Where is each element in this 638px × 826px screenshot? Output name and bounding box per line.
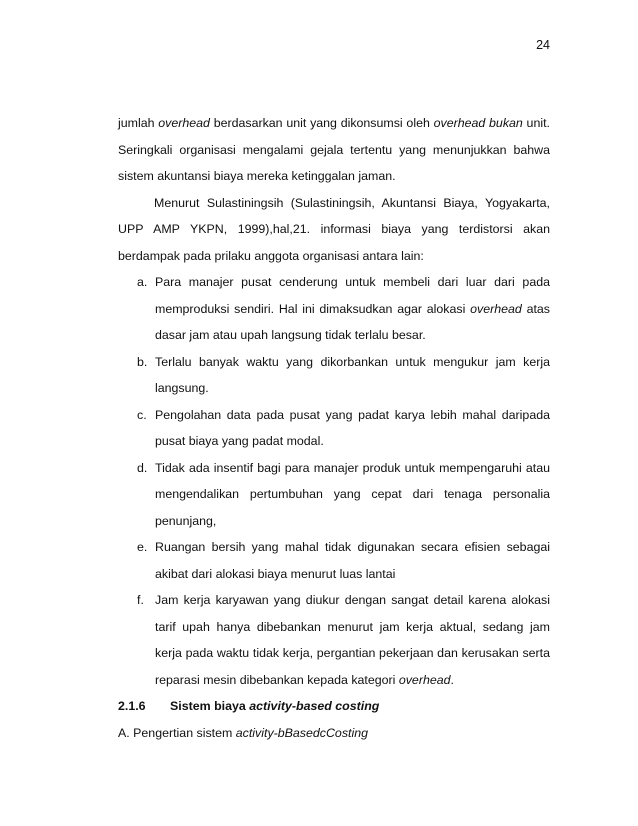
subheading-italic: activity-bBasedcCosting xyxy=(235,725,368,740)
text-run: unit. Seringkali organisasi mengalami gejala tertentu yang menunjukkan bahwa sistem akuntansi biaya mereka ketinggalan jaman. xyxy=(118,116,550,183)
paragraph-continuation xyxy=(118,110,550,190)
page-number: 24 xyxy=(536,38,550,52)
italic-term: overhead xyxy=(470,301,522,316)
list-item-c xyxy=(118,402,550,455)
list-marker: a. xyxy=(137,275,148,289)
text-run: Ruangan bersih yang mahal tidak digunakan secara efisien sebagai akibat dari alokasi biaya menurut luas lantai xyxy=(155,540,550,581)
italic-term: overhead bukan xyxy=(433,116,523,130)
text-run: Tidak ada insentif bagi para manajer produk untuk mempengaruhi atau mengendalikan pertumbuhan yang cepat dari tenaga personalia penunjang, xyxy=(155,460,550,528)
list-marker: c. xyxy=(137,407,147,422)
subsection-heading xyxy=(118,720,550,747)
subheading-text: A. Pengertian sistem xyxy=(118,725,236,740)
text-run: Pengolahan data pada pusat yang padat karya lebih mahal daripada pusat biaya yang padat modal. xyxy=(155,407,550,448)
list-item-e xyxy=(118,534,550,587)
document-body xyxy=(118,110,550,746)
effects-list xyxy=(118,269,550,693)
text-run: berdasarkan unit yang dikonsumsi oleh xyxy=(209,116,434,130)
list-marker: b. xyxy=(137,354,148,369)
text-run: atas dasar jam atau upah langsung tidak terlalu besar. xyxy=(155,301,550,342)
italic-term: overhead xyxy=(398,672,451,687)
paragraph-citation: Menurut Sulastiningsih (Sulastiningsih, Akuntansi Biaya, Yogyakarta, UPP AMP YKPN, 1999),hal,21. informasi biaya yang terdistorsi akan berdampak pada prilaku anggota organisasi antara lain: xyxy=(118,195,550,263)
list-marker: d. xyxy=(137,460,148,475)
text-run: Jam kerja karyawan yang diukur dengan sangat detail karena alokasi tarif upah hanya dibebankan menurut jam kerja aktual, sedang jam kerja pada waktu tidak kerja, pergantian pekerjaan dan kerusakan serta reparasi mesin dibebankan kepada kategori xyxy=(155,593,550,687)
list-item-d xyxy=(118,455,550,535)
heading-italic: activity-based costing xyxy=(249,699,380,713)
text-run: jumlah xyxy=(118,116,159,130)
text-run: Para manajer pusat cenderung untuk membeli dari luar dari pada memproduksi sendiri. Hal ini dimaksudkan agar alokasi xyxy=(155,275,550,316)
text-run: Terlalu banyak waktu yang dikorbankan untuk mengukur jam kerja langsung. xyxy=(155,354,550,395)
list-item-a xyxy=(118,269,550,349)
section-heading xyxy=(118,693,550,720)
section-number: 2.1.6 xyxy=(118,699,146,713)
list-item-b xyxy=(118,349,550,402)
text-run: . xyxy=(450,672,454,687)
list-item-f xyxy=(118,587,550,693)
list-marker: e. xyxy=(137,540,148,554)
italic-term: overhead xyxy=(158,116,210,130)
heading-text: Sistem biaya xyxy=(170,699,250,713)
list-marker: f. xyxy=(137,593,144,607)
